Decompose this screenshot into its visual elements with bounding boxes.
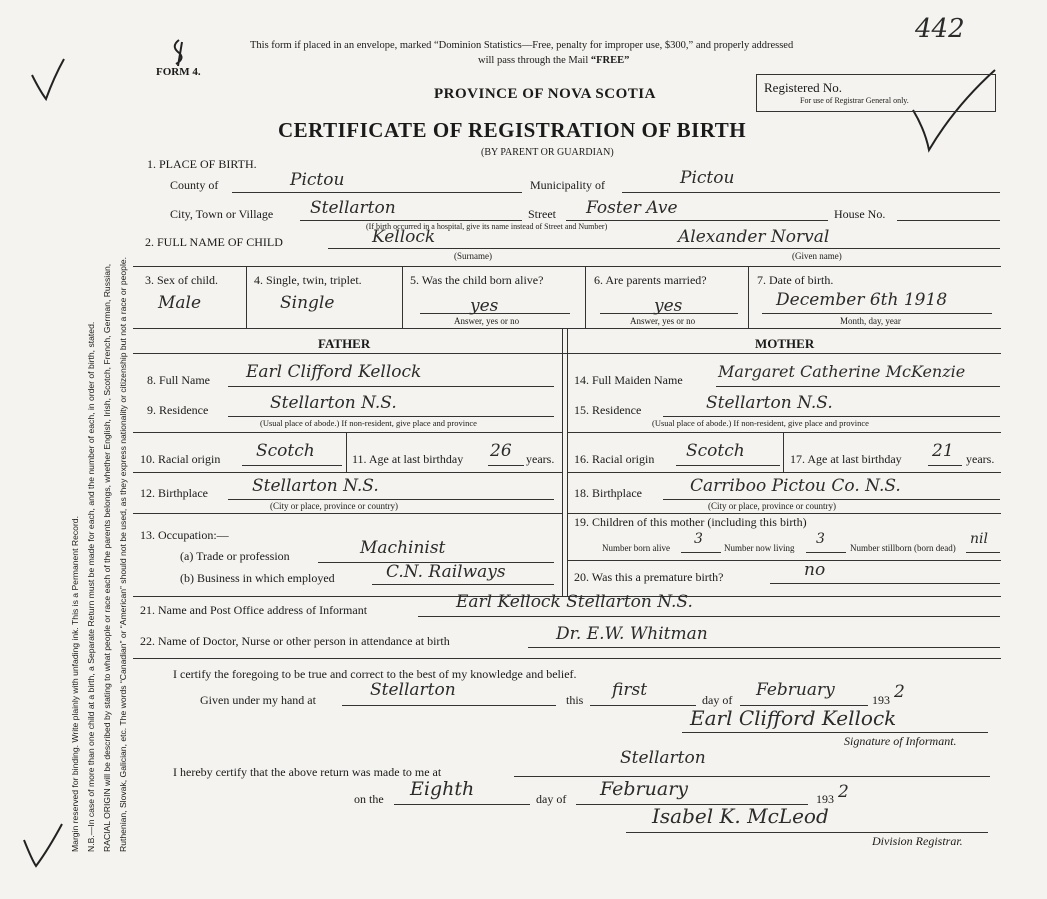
- mother-age-value: 21: [932, 441, 954, 461]
- occupation-label: 13. Occupation:—: [140, 528, 229, 542]
- form-number: FORM 4.: [156, 66, 201, 78]
- municipality-value: Pictou: [680, 168, 735, 188]
- business-label: (b) Business in which employed: [180, 571, 335, 585]
- day-of-label-1: day of: [702, 693, 733, 707]
- county-value: Pictou: [290, 170, 345, 190]
- mother-years-label: years.: [966, 452, 995, 466]
- mother-heading: MOTHER: [755, 336, 815, 351]
- mailing-note: This form if placed in an envelope, marked “Dominion Statistics—Free, penalty for improper use, $300,” and properly addressed: [250, 40, 794, 51]
- mother-birthplace-value: Carriboo Pictou Co. N.S.: [690, 476, 901, 496]
- date-of-birth-value: December 6th 1918: [776, 290, 948, 310]
- mother-age-label: 17. Age at last birthday: [790, 452, 902, 466]
- check-mark-icon: [18, 820, 68, 870]
- sex-label: 3. Sex of child.: [145, 273, 218, 287]
- given-at-value: Stellarton: [370, 680, 456, 700]
- mother-maiden-name-value: Margaret Catherine McKenzie: [718, 362, 966, 381]
- side-note-1: Margin reserved for binding. Write plainly with unfading ink. This is a Permanent Record.: [70, 516, 80, 852]
- given-name-caption: (Given name): [792, 251, 842, 261]
- signature-informant-caption: Signature of Informant.: [844, 734, 957, 748]
- trade-label: (a) Trade or profession: [180, 549, 290, 563]
- parents-married-caption: Answer, yes or no: [630, 316, 696, 326]
- surname-value: Kellock: [372, 227, 436, 247]
- street-label: Street: [528, 207, 556, 221]
- music-clef-icon: [168, 38, 190, 68]
- father-residence-label: 9. Residence: [147, 403, 209, 417]
- given-under-label: Given under my hand at: [200, 693, 316, 707]
- page-subtitle: (BY PARENT OR GUARDIAN): [481, 147, 614, 158]
- parents-married-value: yes: [654, 296, 683, 316]
- street-value: Foster Ave: [586, 198, 678, 218]
- mother-birthplace-caption: (City or place, province or country): [708, 501, 836, 511]
- given-year-digit: 2: [894, 682, 905, 702]
- on-day-value: Eighth: [410, 778, 475, 800]
- this-label: this: [566, 693, 584, 707]
- mother-racial-label: 16. Racial origin: [574, 452, 655, 466]
- hospital-note: (If birth occurred in a hospital, give its name instead of Street and Number): [366, 222, 608, 231]
- stillborn-label: Number stillborn (born dead): [850, 543, 956, 553]
- business-value: C.N. Railways: [386, 562, 506, 582]
- year-prefix-2: 193: [816, 792, 834, 806]
- mailing-free: “FREE”: [590, 55, 630, 66]
- born-alive-label: 5. Was the child born alive?: [410, 273, 544, 287]
- check-mark-icon: [28, 55, 68, 105]
- born-alive-count-value: 3: [694, 531, 703, 547]
- plurality-value: Single: [280, 293, 335, 313]
- father-full-name-label: 8. Full Name: [147, 373, 210, 387]
- date-caption: Month, day, year: [840, 316, 901, 326]
- mailing-note-line2: [478, 55, 629, 66]
- informant-label: 21. Name and Post Office address of Informant: [140, 603, 368, 617]
- father-racial-label: 10. Racial origin: [140, 452, 221, 466]
- certify-statement: I certify the foregoing to be true and correct to the best of my knowledge and belief.: [173, 667, 577, 681]
- page-title: CERTIFICATE OF REGISTRATION OF BIRTH: [278, 118, 747, 142]
- father-age-value: 26: [490, 441, 512, 461]
- father-birthplace-label: 12. Birthplace: [140, 486, 208, 500]
- mother-residence-caption: (Usual place of abode.) If non-resident, give place and province: [652, 418, 869, 428]
- premature-value: no: [804, 560, 826, 580]
- doctor-value: Dr. E.W. Whitman: [556, 624, 708, 644]
- division-registrar-caption: Division Registrar.: [872, 834, 963, 848]
- on-the-label: on the: [354, 792, 384, 806]
- made-at-value: Stellarton: [620, 748, 706, 768]
- registered-label: Registered No.: [764, 80, 842, 95]
- born-alive-value: yes: [470, 296, 499, 316]
- mother-racial-value: Scotch: [686, 441, 745, 461]
- stillborn-value: nil: [970, 531, 988, 547]
- given-month-value: February: [756, 680, 835, 700]
- father-birthplace-caption: (City or place, province or country): [270, 501, 398, 511]
- father-residence-caption: (Usual place of abode.) If non-resident, give place and province: [260, 418, 477, 428]
- on-month-value: February: [600, 778, 689, 800]
- mailing-note-text: will pass through the Mail: [478, 55, 591, 66]
- mother-residence-label: 15. Residence: [574, 403, 642, 417]
- registrar-note: For use of Registrar General only.: [800, 96, 909, 105]
- given-day-value: first: [612, 680, 648, 700]
- municipality-label: Municipality of: [530, 178, 605, 192]
- father-years-label: years.: [526, 452, 555, 466]
- now-living-label: Number now living: [724, 543, 795, 553]
- mother-residence-value: Stellarton N.S.: [706, 393, 833, 413]
- city-label: City, Town or Village: [170, 207, 274, 221]
- surname-caption: (Surname): [454, 251, 492, 261]
- province-heading: PROVINCE OF NOVA SCOTIA: [434, 86, 656, 102]
- father-racial-value: Scotch: [256, 441, 315, 461]
- place-of-birth-label: 1. PLACE OF BIRTH.: [147, 157, 257, 171]
- premature-label: 20. Was this a premature birth?: [574, 570, 724, 584]
- year-prefix-1: 193: [872, 693, 890, 707]
- informant-signature: Earl Clifford Kellock: [690, 706, 897, 730]
- plurality-label: 4. Single, twin, triplet.: [254, 273, 362, 287]
- house-number-label: House No.: [834, 207, 886, 221]
- doctor-label: 22. Name of Doctor, Nurse or other person in attendance at birth: [140, 634, 450, 648]
- date-of-birth-label: 7. Date of birth.: [757, 273, 834, 287]
- county-label: County of: [170, 178, 219, 192]
- on-year-digit: 2: [838, 782, 849, 802]
- mother-birthplace-label: 18. Birthplace: [574, 486, 642, 500]
- full-name-label: 2. FULL NAME OF CHILD: [145, 235, 283, 249]
- side-note-2: N.B.—In case of more than one child at a birth, a Separate Return must be made for each, and the number of each, in order of birth, stated.: [86, 321, 96, 852]
- father-full-name-value: Earl Clifford Kellock: [246, 362, 422, 382]
- now-living-value: 3: [816, 531, 825, 547]
- day-of-label-2: day of: [536, 792, 567, 806]
- children-label: 19. Children of this mother (including this birth): [574, 515, 807, 529]
- mother-maiden-name-label: 14. Full Maiden Name: [574, 373, 683, 387]
- trade-value: Machinist: [360, 538, 446, 558]
- parents-married-label: 6. Are parents married?: [594, 273, 707, 287]
- informant-value: Earl Kellock Stellarton N.S.: [456, 592, 693, 612]
- born-alive-caption: Answer, yes or no: [454, 316, 520, 326]
- father-age-label: 11. Age at last birthday: [352, 452, 464, 466]
- given-name-value: Alexander Norval: [678, 227, 830, 247]
- side-note-4: Ruthenian, Slovak, Galician, etc. The words “Canadian” or “American” should not be used, as they express nationality or citizenship but not a race or people.: [118, 256, 128, 852]
- father-residence-value: Stellarton N.S.: [270, 393, 397, 413]
- born-alive-count-label: Number born alive: [602, 543, 670, 553]
- father-birthplace-value: Stellarton N.S.: [252, 476, 379, 496]
- handwritten-number: 442: [915, 14, 965, 44]
- sex-value: Male: [158, 293, 202, 313]
- city-value: Stellarton: [310, 198, 396, 218]
- registrar-signature: Isabel K. McLeod: [652, 804, 829, 828]
- hereby-certify: I hereby certify that the above return was made to me at: [173, 765, 442, 779]
- side-note-3: RACIAL ORIGIN will be described by stating to what people or race each of the parents belongs, whether English, Irish, Scotch, French, German, Russian,: [102, 263, 112, 852]
- father-heading: FATHER: [318, 336, 371, 351]
